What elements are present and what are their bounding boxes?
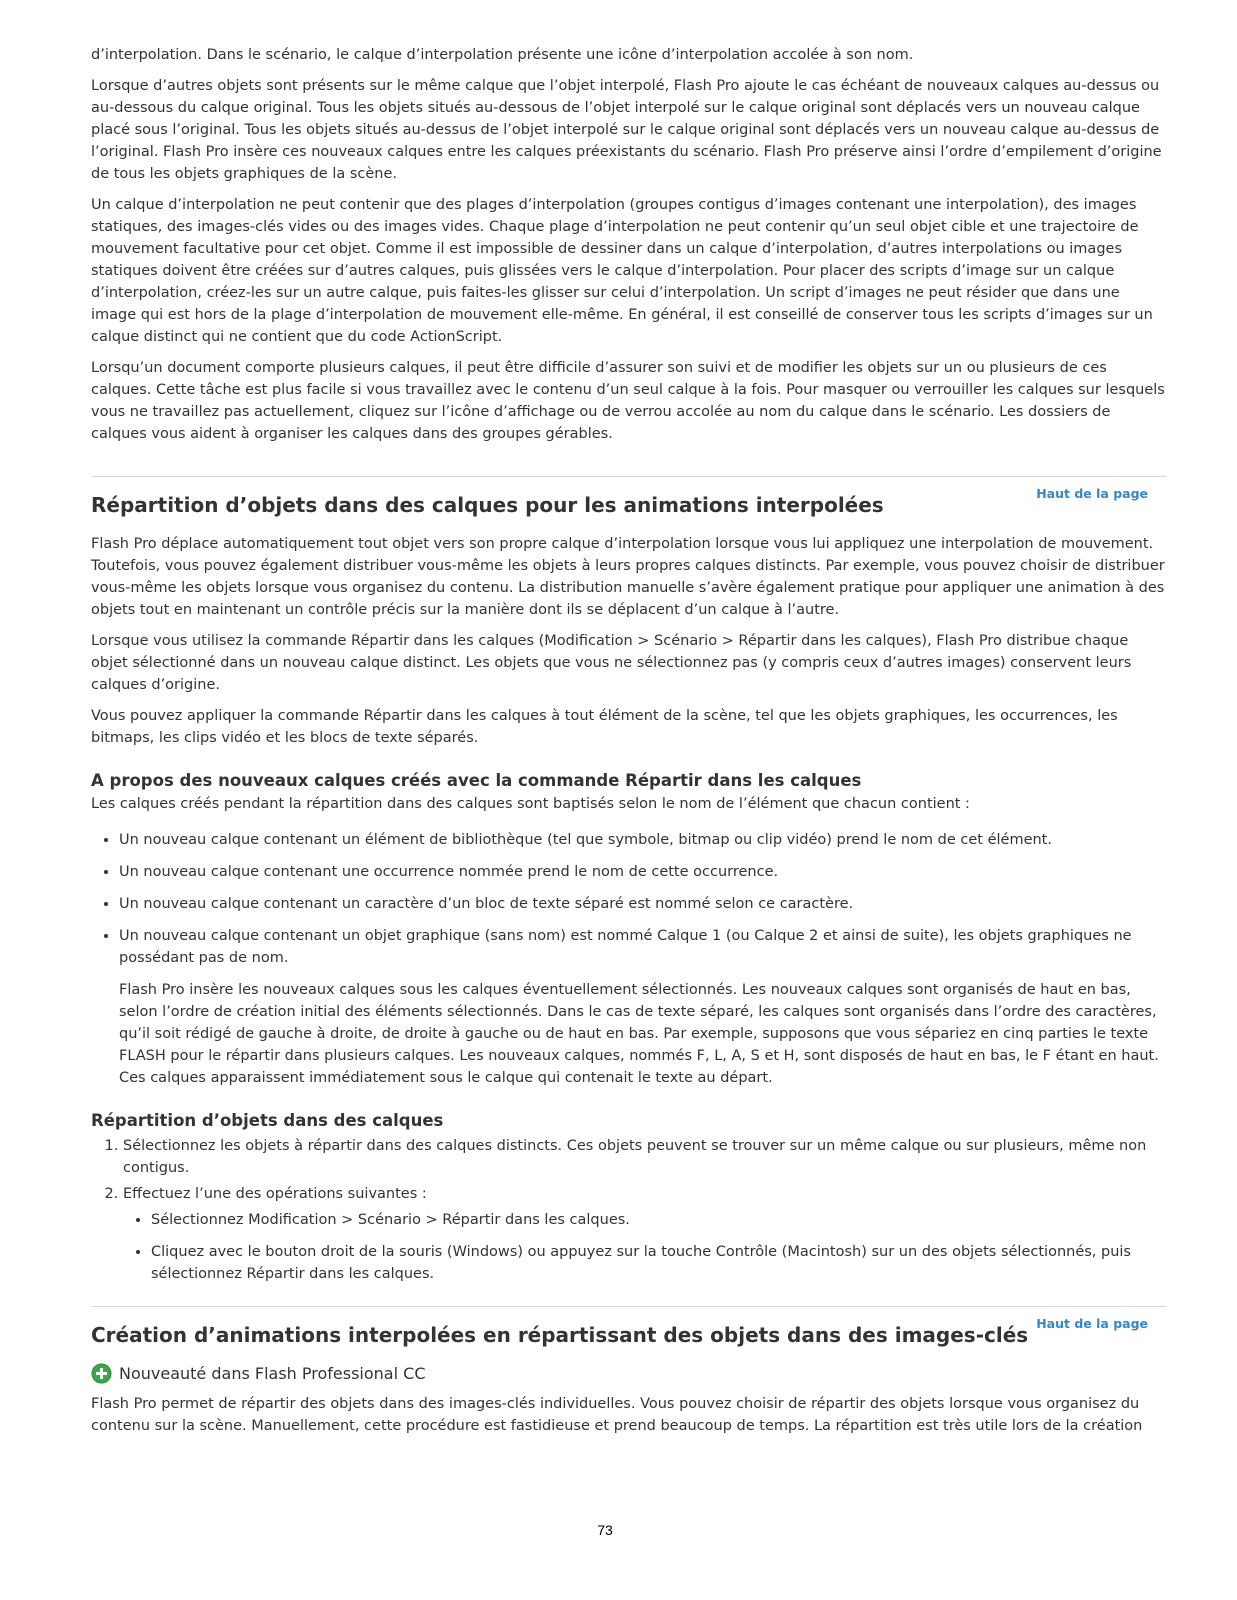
subsection-title-distribute: Répartition d’objets dans des calques [91,1111,444,1130]
layer-naming-list [91,829,1166,969]
step-text: Sélectionnez les objets à répartir dans des calques distincts. Ces objets peuvent se trouver sur un même calque ou sur plusieurs, même non contigus. [123,1138,1147,1176]
plus-circle-icon [91,1363,112,1384]
intro-paragraph-2: Lorsque d’autres objets sont présents sur le même calque que l’objet interpolé, Flash Pro ajoute le cas échéant de nouveaux calques au-dessus ou au-dessous du calque original. Tous les objets situés au-dessous de l’objet interpolé sur le calque original sont déplacés vers un nouveau calque placé sous l’original. Tous les objets situés au-dessus de l’objet interpolé sur le calque original sont déplacés vers un nouveau calque au-dessus de l’original. Flash Pro insère ces nouveaux calques entre les calques préexistants du scénario. Flash Pro préserve ainsi l’ordre d’empilement d’origine de tous les objets graphiques de la scène. [91,78,1162,182]
step-item [123,1183,1166,1285]
new-feature-label: Nouveauté dans Flash Professional CC [119,1364,426,1383]
section-paragraph-1: Flash Pro permet de répartir des objets dans des images-clés individuelles. Vous pouvez choisir de répartir des objets lorsque vous organisez du contenu sur la scène. Manuellement, cette procédure est fastidieuse et prend beaucoup de temps. La répartition est très utile lors de la création [91,1396,1143,1434]
back-to-top-link[interactable]: Haut de la page [1036,486,1148,501]
section-paragraph-2: Lorsque vous utilisez la commande Répartir dans les calques (Modification > Scénario > Répartir dans les calques), Flash Pro distribue chaque objet sélectionné dans un nouveau calque distinct. Les objets que vous ne sélectionnez pas (y compris ceux d’autres images) conservent leurs calques d’origine. [91,633,1132,693]
step-options-list [123,1209,1166,1285]
option-item: • Cliquez avec le bouton droit de la souris (Windows) ou appuyez sur la touche Contrôle (Macintosh) sur un des objets sélectionnés, puis sélectionnez Répartir dans les calques. [151,1241,1166,1285]
intro-paragraph-1: d’interpolation. Dans le scénario, le calque d’interpolation présente une icône d’interpolation accolée à son nom. [91,47,914,63]
option-item: • Sélectionnez Modification > Scénario > Répartir dans les calques. [151,1209,1166,1231]
section-paragraph-3: Vous pouvez appliquer la commande Répartir dans les calques à tout élément de la scène, tel que les objets graphiques, les occurrences, les bitmaps, les clips vidéo et les blocs de texte séparés. [91,708,1118,746]
list-item: • Un nouveau calque contenant un objet graphique (sans nom) est nommé Calque 1 (ou Calque 2 et ainsi de suite), les objets graphiques ne possédant pas de nom. [119,925,1166,969]
section-paragraph-1: Flash Pro déplace automatiquement tout objet vers son propre calque d’interpolation lorsque vous lui appliquez une interpolation de mouvement. Toutefois, vous pouvez également distribuer vous-même les objets à leurs propres calques distincts. Par exemple, vous pouvez choisir de distribuer vous-même les objets lorsque vous organisez du contenu. La distribution manuelle s’avère également pratique pour appliquer une animation à des objets tout en maintenant un contrôle précis sur la manière dont ils se déplacent d’un calque à l’autre. [91,536,1165,618]
list-item: • Un nouveau calque contenant une occurrence nommée prend le nom de cette occurrence. [119,861,1166,883]
subsection-title-new-layers: A propos des nouveaux calques créés avec la commande Répartir dans les calques [91,771,862,790]
back-to-top-link[interactable]: Haut de la page [1036,1316,1148,1331]
section-title: Répartition d’objets dans des calques pour les animations interpolées [91,493,884,517]
page-number: 73 [597,1522,613,1538]
list-item: • Un nouveau calque contenant un caractère d’un bloc de texte séparé est nommé selon ce caractère. [119,893,1166,915]
section-header-distribute-layers [91,476,1166,519]
subsection-intro: Les calques créés pendant la répartition dans des calques sont baptisés selon le nom de l’élément que chacun contient : [91,796,970,812]
list-followup-paragraph: Flash Pro insère les nouveaux calques sous les calques éventuellement sélectionnés. Les nouveaux calques sont organisés de haut en bas, selon l’ordre de création initial des éléments sélectionnés. Dans le cas de texte séparé, les calques sont organisés dans l’ordre des caractères, qu’il soit rédigé de gauche à droite, de droite à gauche ou de haut en bas. Par exemple, supposons que vous sépariez en cinq parties le texte FLASH pour le répartir dans plusieurs calques. Les nouveaux calques, nommés F, L, A, S et H, sont disposés de haut en bas, le F étant en haut. Ces calques apparaissent immédiatement sous le calque qui contenait le texte au départ. [119,982,1159,1086]
section-header-keyframes [91,1306,1166,1349]
section-title: Création d’animations interpolées en répartissant des objets dans des images-clés [91,1323,1029,1347]
step-text: Effectuez l’une des opérations suivantes : [123,1186,427,1202]
step-item [123,1135,1166,1179]
procedure-steps [91,1135,1166,1285]
document-page [91,44,1166,1446]
new-feature-badge [91,1363,1166,1384]
intro-paragraph-4: Lorsqu’un document comporte plusieurs calques, il peut être difficile d’assurer son suivi et de modifier les objets sur un ou plusieurs de ces calques. Cette tâche est plus facile si vous travaillez avec le contenu d’un seul calque à la fois. Pour masquer ou verrouiller les calques sur lesquels vous ne travaillez pas actuellement, cliquez sur l’icône d’affichage ou de verrou accolée au nom du calque dans le scénario. Les dossiers de calques vous aident à organiser les calques dans des groupes gérables. [91,360,1165,442]
intro-paragraph-3: Un calque d’interpolation ne peut contenir que des plages d’interpolation (groupes contigus d’images contenant une interpolation), des images statiques, des images-clés vides ou des images vides. Chaque plage d’interpolation ne peut contenir qu’un seul objet cible et une trajectoire de mouvement facultative pour cet objet. Comme il est impossible de dessiner dans un calque d’interpolation, d’autres interpolations ou images statiques doivent être créées sur d’autres calques, puis glissées vers le calque d’interpolation. Pour placer des scripts d’image sur un calque d’interpolation, créez-les sur un autre calque, puis faites-les glisser sur celui d’interpolation. Un script d’images ne peut résider que dans une image qui est hors de la plage d’interpolation de mouvement elle-même. En général, il est conseillé de conserver tous les scripts d’images sur un calque distinct qui ne contient que du code ActionScript. [91,197,1153,345]
list-item: • Un nouveau calque contenant un élément de bibliothèque (tel que symbole, bitmap ou clip vidéo) prend le nom de cet élément. [119,829,1166,851]
